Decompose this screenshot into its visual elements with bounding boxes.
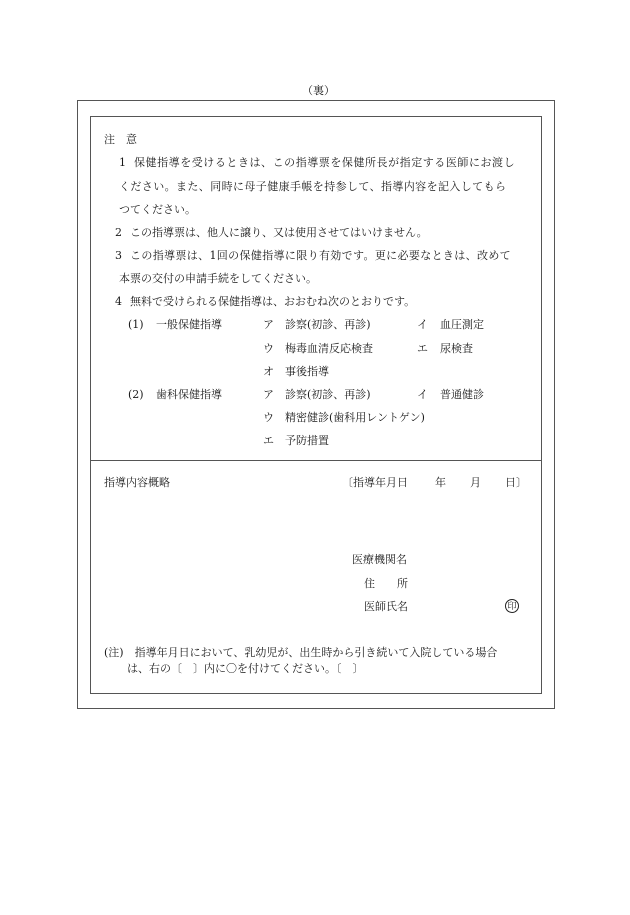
dental-item-i: 普通健診 (440, 388, 484, 401)
general-item-u-kana: ウ (263, 342, 274, 355)
general-item-u: 梅毒血清反応検査 (285, 342, 373, 355)
note-2-number: 2 (115, 226, 122, 239)
note-1-number: 1 (119, 156, 126, 169)
guidance-date-month: 月 (470, 476, 481, 489)
general-item-a: 診察(初診、再診) (285, 318, 371, 331)
note-3-line-1: この指導票は、1回の保健指導に限り有効です。更に必要なときは、改めて (130, 249, 512, 262)
doctor-name-label: 医師氏名 (364, 600, 408, 613)
general-item-e: 尿検査 (440, 342, 473, 355)
note-4-line-1: 無料で受けられる保健指導は、おおむね次のとおりです。 (130, 295, 416, 308)
general-item-e-kana: エ (417, 342, 428, 355)
seal-mark: 印 (505, 599, 519, 613)
general-item-i: 血圧測定 (440, 318, 484, 331)
dental-item-a-kana: ア (263, 388, 274, 401)
dental-item-i-kana: イ (417, 388, 428, 401)
general-item-i-kana: イ (417, 318, 428, 331)
guidance-summary-label: 指導内容概略 (104, 476, 170, 489)
note-2-line-1: この指導票は、他人に譲り、又は使用させてはいけません。 (130, 226, 428, 239)
section-divider (90, 460, 542, 461)
footnote-line-1: (注) 指導年月日において、乳幼児が、出生時から引き続いて入院している場合 (104, 646, 498, 659)
dental-item-a: 診察(初診、再診) (285, 388, 371, 401)
notes-heading: 注 意 (104, 133, 137, 146)
dental-item-e-kana: エ (263, 434, 274, 447)
dental-item-u-kana: ウ (263, 411, 274, 424)
note-3-number: 3 (115, 249, 122, 262)
guidance-date-label: 〔指導年月日 (342, 476, 408, 489)
general-guidance-number: (1) (128, 318, 144, 331)
guidance-date-day: 日〕 (505, 476, 527, 489)
general-guidance-label: 一般保健指導 (156, 318, 222, 331)
dental-guidance-number: (2) (128, 388, 144, 401)
dental-item-e: 予防措置 (285, 434, 329, 447)
general-item-o: 事後指導 (285, 365, 329, 378)
general-item-o-kana: オ (263, 365, 274, 378)
guidance-date-year: 年 (435, 476, 446, 489)
dental-guidance-label: 歯科保健指導 (156, 388, 222, 401)
note-1-line-1: 保健指導を受けるときは、この指導票を保健所長が指定する医師にお渡し (134, 156, 516, 169)
medical-institution-label: 医療機関名 (352, 553, 407, 566)
note-3-line-2: 本票の交付の申請手続をしてください。 (119, 272, 317, 285)
note-1-line-3: つてください。 (119, 203, 196, 216)
dental-item-u: 精密健診(歯科用レントゲン) (285, 411, 425, 424)
note-1-line-2: ください。また、同時に母子健康手帳を持参して、指導内容を記入してもら (119, 180, 507, 193)
note-4-number: 4 (115, 295, 122, 308)
footnote-line-2: は、右の〔 〕内に〇を付けてください。〔 〕 (127, 662, 364, 675)
address-label: 住 所 (364, 577, 408, 590)
page-side-label: （裏） (302, 84, 335, 97)
general-item-a-kana: ア (263, 318, 274, 331)
